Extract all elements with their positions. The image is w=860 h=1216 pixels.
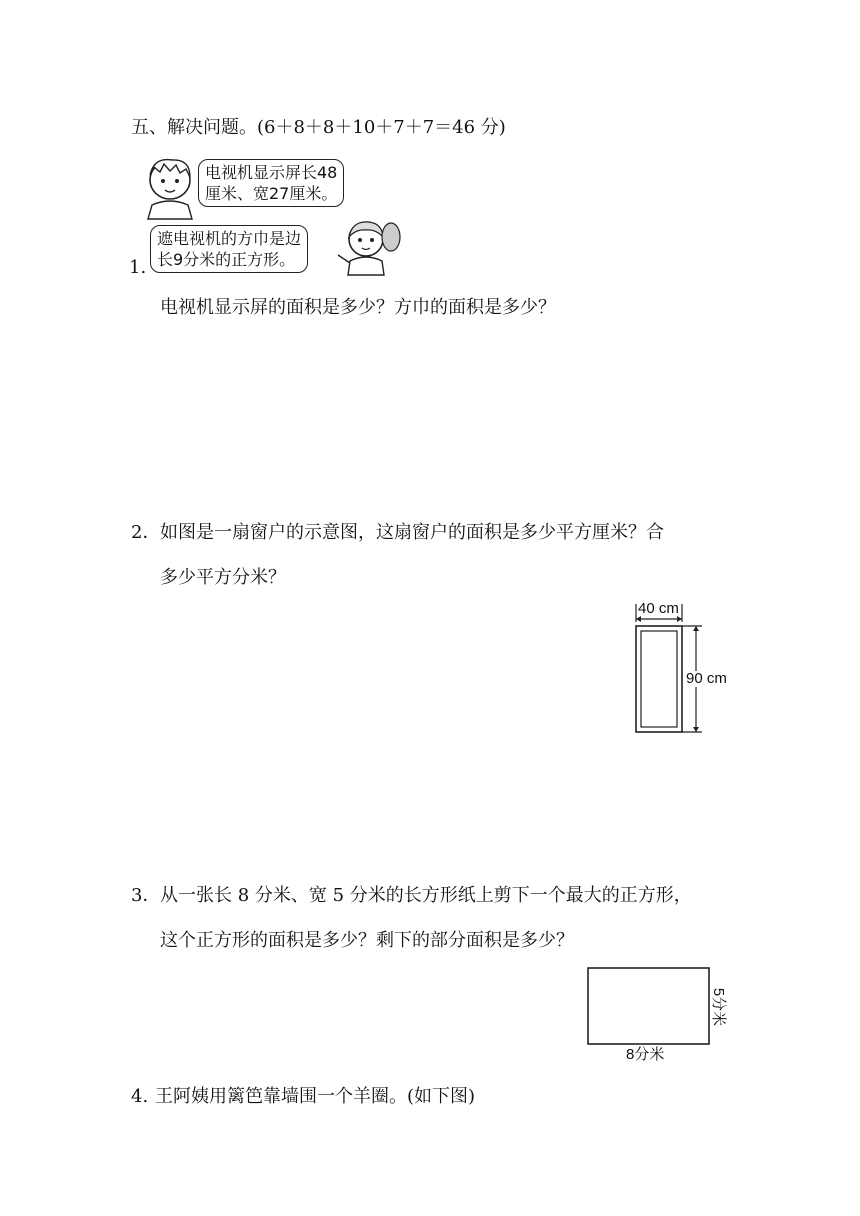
q3-number: 3． bbox=[131, 885, 161, 906]
boy-illustration bbox=[140, 155, 200, 221]
window-diagram-svg bbox=[630, 600, 740, 736]
q2-number: 2． bbox=[131, 522, 161, 543]
section-heading: 五、解决问题。(6＋8＋8＋10＋7＋7＝46 分) bbox=[131, 117, 506, 138]
paper-width-label: 5分米 bbox=[710, 987, 727, 1027]
boy-speech-bubble bbox=[198, 159, 344, 207]
boy-speech-line2: 厘米、宽27厘米。 bbox=[205, 184, 338, 203]
q2-line1: 如图是一扇窗户的示意图，这扇窗户的面积是多少平方厘米？合 bbox=[160, 522, 664, 543]
window-diagram bbox=[630, 600, 740, 736]
window-width-label: 40 cm bbox=[638, 600, 679, 617]
q4-text: 王阿姨用篱笆靠墙围一个羊圈。(如下图) bbox=[155, 1086, 476, 1107]
q1-question: 电视机显示屏的面积是多少？方巾的面积是多少？ bbox=[160, 297, 556, 318]
boy-speech-line1: 电视机显示屏长48 bbox=[205, 163, 338, 182]
q1-number: 1. bbox=[129, 257, 147, 278]
girl-speech-line2: 长9分米的正方形。 bbox=[157, 250, 296, 269]
window-height-label: 90 cm bbox=[686, 670, 727, 687]
girl-speech-bubble bbox=[150, 225, 308, 273]
paper-rectangle-diagram bbox=[586, 966, 736, 1068]
girl-illustration bbox=[336, 217, 406, 277]
q3-line2: 这个正方形的面积是多少？剩下的部分面积是多少？ bbox=[160, 930, 574, 951]
paper-length-label: 8分米 bbox=[626, 1046, 665, 1063]
q1-illustration bbox=[140, 155, 410, 277]
girl-speech-line1: 遮电视机的方巾是边 bbox=[157, 229, 302, 248]
q3-line1: 从一张长 8 分米、宽 5 分米的长方形纸上剪下一个最大的正方形， bbox=[160, 885, 692, 906]
q2-line2: 多少平方分米？ bbox=[160, 567, 286, 588]
q4-number: 4. bbox=[131, 1086, 149, 1107]
